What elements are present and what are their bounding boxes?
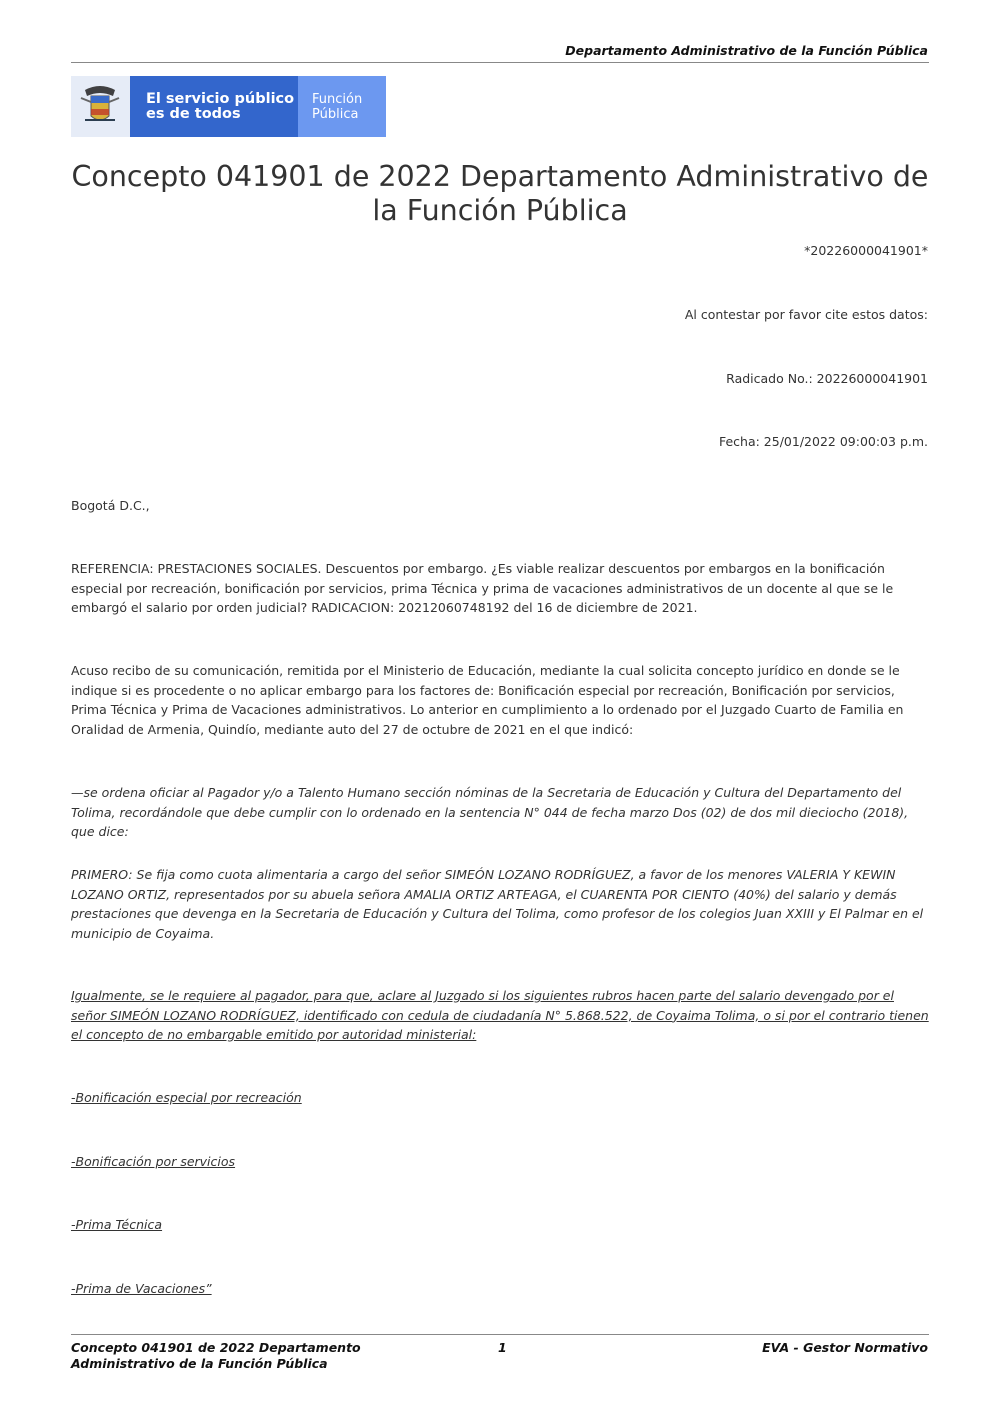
list-item: -Bonificación especial por recreación (71, 1090, 302, 1105)
cite-note: Al contestar por favor cite estos datos: (684, 307, 928, 322)
radicado-number: Radicado No.: 20226000041901 (726, 371, 928, 386)
court-order-quote: —se ordena oficiar al Pagador y/o a Talento Humano sección nóminas de la Secretaria de Educación y Cultura del Departamento del Tolima, recordándole que debe cumplir con lo ordenado en la sentencia N° 044 de fecha marzo Dos (02) de dos mil dieciocho (2018), que dice: (71, 785, 909, 839)
footer-document-name: Concepto 041901 de 2022 Departamento Administrativo de la Función Pública (71, 1340, 361, 1371)
list-item: -Bonificación por servicios (71, 1154, 236, 1169)
brand-line-1: Función (312, 92, 363, 107)
coat-of-arms-icon (71, 76, 130, 137)
document-date: Fecha: 25/01/2022 09:00:03 p.m. (718, 434, 928, 449)
list-item: -Prima Técnica (71, 1217, 163, 1232)
brand-line-2: Pública (312, 107, 359, 122)
slogan-line-1: El servicio público (146, 91, 295, 107)
list-item: -Prima de Vacaciones” (71, 1281, 212, 1296)
page-number: 1 (498, 1340, 507, 1355)
running-header: Departamento Administrativo de la Función Pública (565, 43, 928, 58)
document-title: Concepto 041901 de 2022 Departamento Administrativo de la Función Pública (71, 160, 929, 227)
slogan-block (130, 76, 298, 137)
slogan-line-2: es de todos (146, 106, 241, 122)
agency-logo (71, 76, 386, 137)
primero-quote: PRIMERO: Se fija como cuota alimentaria a cargo del señor SIMEÓN LOZANO RODRÍGUEZ, a favor de los menores VALERIA Y KEWIN LOZANO ORTIZ, representados por su abuela señora AMALIA ORTIZ ARTEAGA, el CUARENTA POR CIENTO (40%) del salario y demás prestaciones que devenga en la Secretaria de Educación y Cultura del Tolima, como profesor de los colegios Juan XXIII y El Palmar en el municipio de Coyaima. (71, 867, 924, 941)
brand-block (298, 76, 386, 137)
header-divider (71, 62, 929, 63)
footer-divider (71, 1334, 929, 1335)
requirement-quote: Igualmente, se le requiere al pagador, para que, aclare al Juzgado si los siguientes rubros hacen parte del salario devengado por el señor SIMEÓN LOZANO RODRÍGUEZ, identificado con cedula de ciudadanía N° 5.868.522, de Coyaima Tolima, o si por el contrario tienen el concepto de no embargable emitido por autoridad ministerial: (71, 988, 929, 1042)
footer-system-name: EVA - Gestor Normativo (762, 1340, 928, 1355)
acknowledgement-paragraph: Acuso recibo de su comunicación, remitida por el Ministerio de Educación, mediante la cual solicita concepto jurídico en donde se le indique si es procedente o no aplicar embargo para los factores de: Bonificación especial por recreación, Bonificación por servicios, Prima Técnica y Prima de Vacaciones administrativos. Lo anterior en cumplimiento a lo ordenado por el Juzgado Cuarto de Familia en Oralidad de Armenia, Quindío, mediante auto del 27 de octubre de 2021 en el que indicó: (71, 663, 904, 737)
barcode-text: *20226000041901* (804, 243, 928, 258)
reference-paragraph: REFERENCIA: PRESTACIONES SOCIALES. Descuentos por embargo. ¿Es viable realizar descuentos por embargos en la bonificación especial por recreación, bonificación por servicios, prima Técnica y prima de vacaciones administrativos de un docente al que se le embargó el salario por orden judicial? RADICACION: 20212060748192 del 16 de diciembre de 2021. (71, 561, 894, 615)
city-line: Bogotá D.C., (71, 498, 150, 513)
